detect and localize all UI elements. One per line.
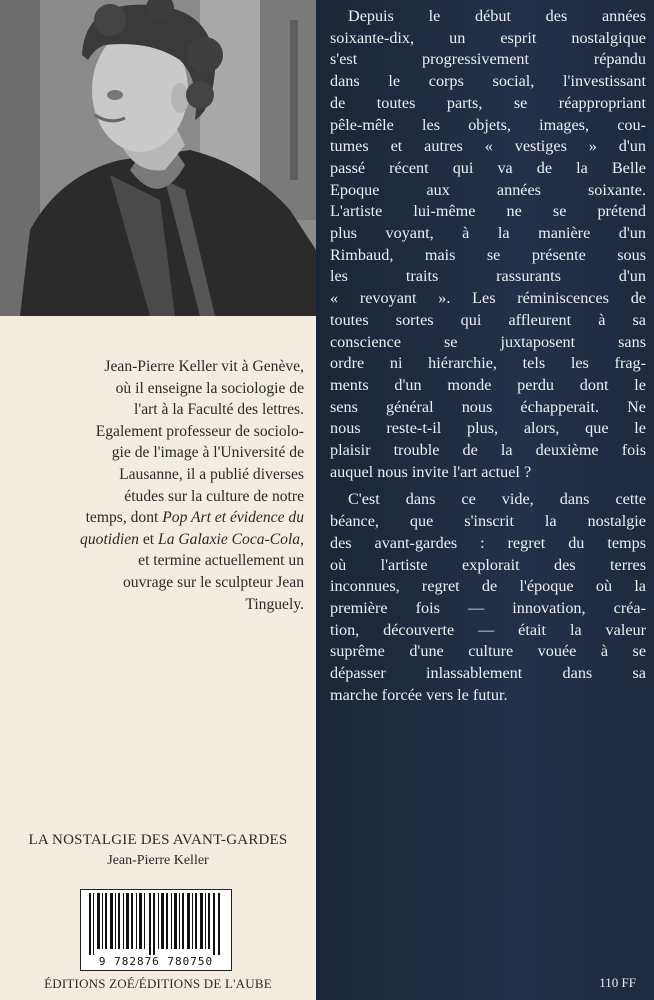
blurb-line: où l'artiste explorait des terres: [330, 555, 646, 574]
book-title: La Galaxie Coca-Cola: [158, 530, 301, 548]
blurb-line: première fois — innovation, créa-: [330, 598, 646, 617]
blurb-line: conscience se juxtaposent sans: [330, 332, 646, 351]
blurb-line: pêle-mêle les objets, images, cou-: [330, 115, 646, 134]
isbn-barcode: [80, 889, 232, 971]
book-title-footer: LA NOSTALGIE DES AVANT-GARDES: [28, 832, 288, 848]
author-portrait-image: [0, 0, 316, 316]
blurb-line: passé récent qui va de la Belle: [330, 158, 646, 177]
blurb-line: L'artiste lui-même ne se prétend: [330, 202, 646, 221]
blurb-line: Epoque aux années soixante.: [330, 180, 646, 199]
book-title: quotidien: [80, 530, 139, 548]
publisher-name: ÉDITIONS ZOÉ/ÉDITIONS DE L'AUBE: [44, 976, 272, 991]
bio-line: ouvrage sur le sculpteur Jean: [123, 573, 304, 591]
bio-line: et termine actuellement un: [138, 552, 304, 570]
blurb-line: plaisir trouble de la deuxième fois: [330, 441, 646, 460]
blurb-line: suprême d'une culture vouée à se: [330, 642, 646, 661]
blurb-line: sens général nous échapperait. Ne: [330, 397, 646, 416]
blurb-line: soixante-dix, un esprit nostalgique: [330, 28, 646, 47]
blurb-line: marche forcée vers le futur.: [330, 685, 508, 704]
bio-line: l'art à la Faculté des lettres.: [134, 401, 304, 419]
bio-text: ,: [300, 530, 304, 548]
blurb-line: les traits rassurants d'un: [330, 267, 646, 286]
book-title: Pop Art et évidence du: [162, 509, 304, 527]
bio-line: Egalement professeur de sociolo-: [95, 422, 304, 440]
blurb-line: toutes sortes qui affleurent à sa: [330, 310, 646, 329]
blurb-line: nous reste-t-il plus, alors, que le: [330, 419, 646, 438]
blurb-line: auquel nous invite l'art actuel ?: [330, 462, 532, 481]
barcode-bars-icon: [81, 893, 231, 955]
blurb-line: tumes et autres « vestiges » d'un: [330, 137, 646, 156]
bio-line: où il enseigne la sociologie de: [115, 379, 304, 397]
blurb-line: Depuis le début des années: [348, 7, 646, 25]
price-label: 110 FF: [599, 975, 636, 990]
bio-line: [14, 529, 304, 551]
blurb-line: plus voyant, à la manière d'un: [330, 224, 646, 243]
blurb-line: ordre ni hiérarchie, tels les frag-: [330, 354, 646, 373]
blurb-line: « revoyant ». Les réminiscences de: [330, 289, 646, 308]
author-photo: [0, 0, 316, 316]
bio-text: temps, dont: [85, 509, 163, 527]
author-biography: [14, 356, 304, 615]
blurb-line: de toutes parts, se réappropriant: [330, 93, 646, 112]
bio-line: gie de l'image à l'Université de: [111, 444, 304, 462]
blurb-line: tion, découverte — était la valeur: [330, 620, 646, 639]
blurb-line: s'est progressivement répandu: [330, 50, 646, 69]
blurb-line: C'est dans ce vide, dans cette: [348, 490, 646, 509]
back-cover-left-panel: [0, 0, 316, 1000]
bio-line: Lausanne, il a publié diverses: [119, 465, 304, 483]
blurb-text: [330, 6, 646, 707]
bio-line: études sur la culture de notre: [124, 487, 304, 505]
blurb-line: ments d'un monde perdu dont le: [330, 375, 646, 394]
blurb-line: dans le corps social, l'investissant: [330, 72, 646, 91]
isbn-digits: 9 782876 780750: [98, 955, 214, 968]
bio-text: et: [138, 530, 159, 548]
blurb-line: des avant-gardes : regret du temps: [330, 533, 646, 552]
author-name-footer: Jean-Pierre Keller: [107, 853, 209, 868]
bio-line: [14, 507, 304, 529]
blurb-line: dépasser inlassablement dans sa: [330, 664, 646, 683]
bio-line: Tinguely.: [245, 595, 304, 613]
blurb-line: inconnues, regret de l'époque où la: [330, 577, 646, 596]
bio-line: Jean-Pierre Keller vit à Genève,: [104, 358, 304, 375]
blurb-line: béance, que s'inscrit la nostalgie: [330, 512, 646, 531]
blurb-line: Rimbaud, mais se présente sous: [330, 245, 646, 264]
back-cover-right-panel: [316, 0, 654, 1000]
